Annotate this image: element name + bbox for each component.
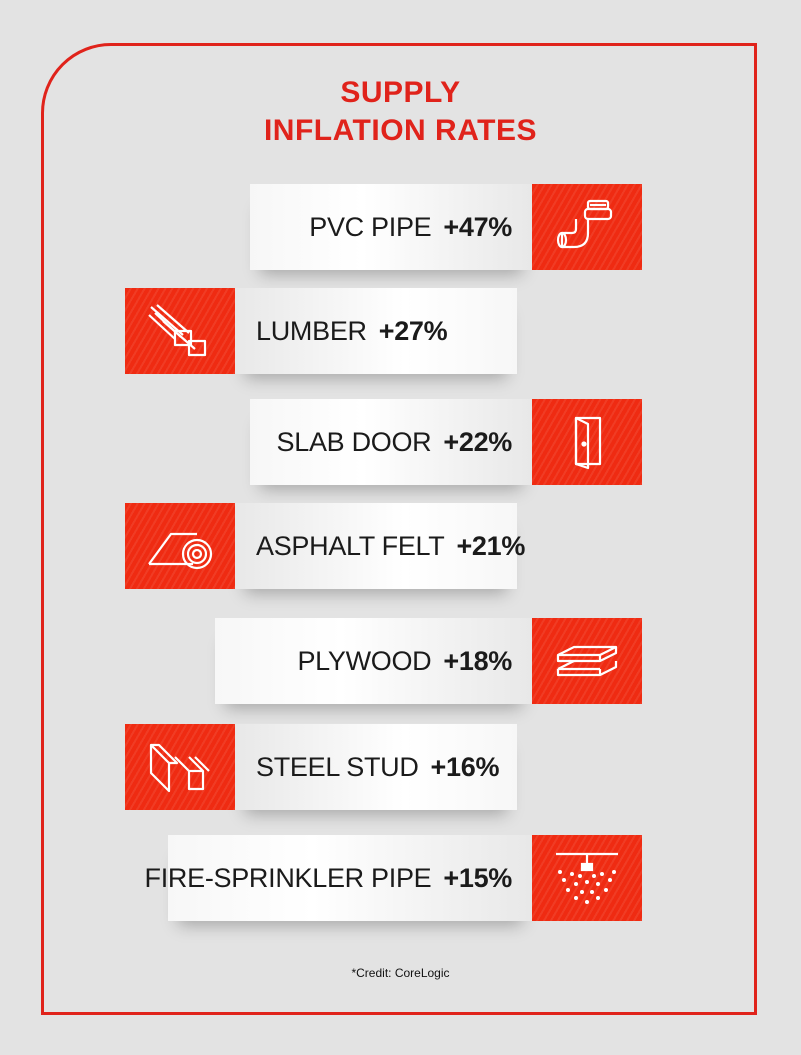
felt-roll-icon xyxy=(125,503,235,589)
sprinkler-icon xyxy=(532,835,642,921)
item-rate: +18% xyxy=(443,645,512,676)
steel-stud-icon xyxy=(125,724,235,810)
item-rate: +22% xyxy=(443,426,512,457)
item-name: PVC PIPE xyxy=(309,211,432,242)
item-rate: +27% xyxy=(378,315,448,346)
item-name: LUMBER xyxy=(256,315,367,346)
item-rate: +47% xyxy=(443,211,512,242)
item-rate: +21% xyxy=(456,530,526,561)
item-rate: +16% xyxy=(430,751,500,782)
plywood-icon xyxy=(532,618,642,704)
door-icon xyxy=(532,399,642,485)
item-name: FIRE-SPRINKLER PIPE xyxy=(144,862,432,893)
credit-note: *Credit: CoreLogic xyxy=(351,966,450,980)
item-name: ASPHALT FELT xyxy=(256,530,445,561)
item-name: STEEL STUD xyxy=(256,751,419,782)
title-line-1: SUPPLY xyxy=(340,76,461,109)
pvc-pipe-icon xyxy=(532,184,642,270)
title-line-2: INFLATION RATES xyxy=(263,114,538,147)
lumber-icon xyxy=(125,288,235,374)
item-rate: +15% xyxy=(443,862,512,893)
item-name: SLAB DOOR xyxy=(276,426,432,457)
item-name: PLYWOOD xyxy=(297,645,432,676)
